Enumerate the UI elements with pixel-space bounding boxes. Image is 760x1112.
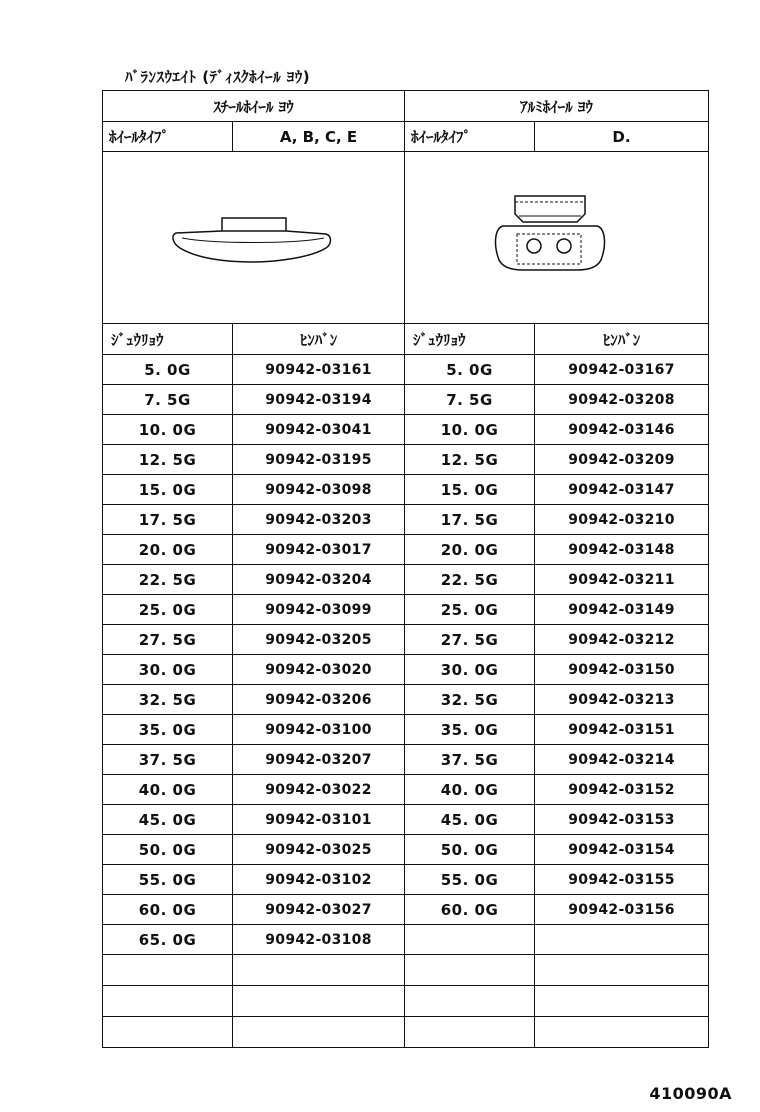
alum-part-number-cell: 90942-03211 — [535, 565, 709, 595]
table-row — [103, 535, 709, 565]
alum-weight-cell: 32. 5G — [405, 685, 535, 715]
alum-weight-cell: 40. 0G — [405, 775, 535, 805]
steel-part-number-cell: 90942-03101 — [233, 805, 405, 835]
steel-weight-cell: 15. 0G — [103, 475, 233, 505]
steel-part-number-cell: 90942-03194 — [233, 385, 405, 415]
empty-row — [103, 955, 709, 986]
steel-part-number-cell: 90942-03022 — [233, 775, 405, 805]
alum-weight-cell: 12. 5G — [405, 445, 535, 475]
steel-wheel-type-value: A, B, C, E — [233, 122, 405, 152]
steel-part-number-cell: 90942-03100 — [233, 715, 405, 745]
steel-weight-cell: 7. 5G — [103, 385, 233, 415]
alum-part-number-cell: 90942-03152 — [535, 775, 709, 805]
steel-weight-illustration-cell — [103, 152, 405, 324]
steel-weight-column-header: ｼﾞｭｳﾘｮｳ — [103, 324, 233, 355]
alum-weight-cell: 30. 0G — [405, 655, 535, 685]
steel-weight-cell: 55. 0G — [103, 865, 233, 895]
alum-wheel-type-value: D. — [535, 122, 709, 152]
steel-part-number-cell: 90942-03020 — [233, 655, 405, 685]
steel-part-column-header: ﾋﾝﾊﾞﾝ — [233, 324, 405, 355]
alum-weight-cell: 5. 0G — [405, 355, 535, 385]
steel-part-number-cell: 90942-03099 — [233, 595, 405, 625]
alum-part-number-cell: 90942-03155 — [535, 865, 709, 895]
alum-part-number-cell: 90942-03208 — [535, 385, 709, 415]
alum-part-number-cell: 90942-03149 — [535, 595, 709, 625]
alum-weight-cell: 10. 0G — [405, 415, 535, 445]
steel-part-number-cell: 90942-03195 — [233, 445, 405, 475]
steel-part-number-cell: 90942-03102 — [233, 865, 405, 895]
steel-part-number-cell: 90942-03025 — [233, 835, 405, 865]
alum-part-number-cell: 90942-03156 — [535, 895, 709, 925]
alum-weight-cell: 60. 0G — [405, 895, 535, 925]
alum-wheel-type-label: ﾎｲｰﾙﾀｲﾌﾟ — [405, 122, 535, 152]
steel-weight-cell: 5. 0G — [103, 355, 233, 385]
steel-part-number-cell: 90942-03027 — [233, 895, 405, 925]
steel-part-number-cell: 90942-03206 — [233, 685, 405, 715]
alum-part-number-cell: 90942-03153 — [535, 805, 709, 835]
table-row — [103, 745, 709, 775]
steel-weight-cell: 27. 5G — [103, 625, 233, 655]
alum-part-number-cell: 90942-03154 — [535, 835, 709, 865]
table-row — [103, 445, 709, 475]
alum-part-number-cell: 90942-03148 — [535, 535, 709, 565]
page-title: ﾊﾞﾗﾝｽｳｴｲﾄ (ﾃﾞｨｽｸﾎｲｰﾙ ﾖｳ) — [125, 68, 311, 86]
steel-weight-cell: 30. 0G — [103, 655, 233, 685]
steel-part-number-cell: 90942-03207 — [233, 745, 405, 775]
alum-part-number-cell: 90942-03212 — [535, 625, 709, 655]
alum-weight-cell: 35. 0G — [405, 715, 535, 745]
steel-weight-cell: 20. 0G — [103, 535, 233, 565]
illustration-row — [103, 152, 709, 324]
table-row — [103, 715, 709, 745]
steel-weight-cell: 65. 0G — [103, 925, 233, 955]
steel-clip-weight-drawing — [154, 198, 354, 278]
alum-part-number-cell — [535, 925, 709, 955]
alum-weight-cell: 25. 0G — [405, 595, 535, 625]
alum-part-number-cell: 90942-03151 — [535, 715, 709, 745]
alum-weight-column-header: ｼﾞｭｳﾘｮｳ — [405, 324, 535, 355]
alum-part-number-cell: 90942-03213 — [535, 685, 709, 715]
alum-wheel-header: ｱﾙﾐﾎｲｰﾙ ﾖｳ — [405, 91, 709, 122]
table-row — [103, 895, 709, 925]
alum-weight-cell: 27. 5G — [405, 625, 535, 655]
table-row — [103, 595, 709, 625]
alum-part-number-cell: 90942-03147 — [535, 475, 709, 505]
table-row — [103, 355, 709, 385]
wheel-group-header-row — [103, 91, 709, 122]
table-row — [103, 475, 709, 505]
steel-part-number-cell: 90942-03204 — [233, 565, 405, 595]
steel-part-number-cell: 90942-03108 — [233, 925, 405, 955]
alum-part-number-cell: 90942-03210 — [535, 505, 709, 535]
alum-part-column-header: ﾋﾝﾊﾞﾝ — [535, 324, 709, 355]
table-row — [103, 865, 709, 895]
empty-row — [103, 1017, 709, 1048]
table-row — [103, 415, 709, 445]
table-row — [103, 805, 709, 835]
alum-weight-cell: 45. 0G — [405, 805, 535, 835]
alum-weight-illustration-cell — [405, 152, 709, 324]
alum-clip-weight-drawing — [487, 188, 627, 288]
table-row — [103, 565, 709, 595]
steel-weight-cell: 17. 5G — [103, 505, 233, 535]
alum-part-number-cell: 90942-03150 — [535, 655, 709, 685]
steel-weight-cell: 35. 0G — [103, 715, 233, 745]
wheel-type-row — [103, 122, 709, 152]
illustration-code: 410090A — [649, 1084, 732, 1103]
steel-part-number-cell: 90942-03205 — [233, 625, 405, 655]
table-row — [103, 385, 709, 415]
empty-row — [103, 986, 709, 1017]
alum-weight-cell — [405, 925, 535, 955]
alum-part-number-cell: 90942-03209 — [535, 445, 709, 475]
table-row — [103, 685, 709, 715]
table-row — [103, 835, 709, 865]
alum-weight-cell: 7. 5G — [405, 385, 535, 415]
alum-weight-cell: 55. 0G — [405, 865, 535, 895]
alum-weight-cell: 37. 5G — [405, 745, 535, 775]
table-row — [103, 775, 709, 805]
alum-weight-cell: 15. 0G — [405, 475, 535, 505]
steel-weight-cell: 50. 0G — [103, 835, 233, 865]
steel-part-number-cell: 90942-03098 — [233, 475, 405, 505]
steel-weight-cell: 40. 0G — [103, 775, 233, 805]
steel-part-number-cell: 90942-03041 — [233, 415, 405, 445]
table-row — [103, 505, 709, 535]
steel-weight-cell: 32. 5G — [103, 685, 233, 715]
steel-part-number-cell: 90942-03203 — [233, 505, 405, 535]
alum-weight-cell: 22. 5G — [405, 565, 535, 595]
steel-weight-cell: 22. 5G — [103, 565, 233, 595]
column-header-row — [103, 324, 709, 355]
steel-weight-cell: 45. 0G — [103, 805, 233, 835]
steel-weight-cell: 37. 5G — [103, 745, 233, 775]
alum-weight-cell: 20. 0G — [405, 535, 535, 565]
steel-part-number-cell: 90942-03161 — [233, 355, 405, 385]
balance-weight-table — [102, 90, 709, 1048]
steel-wheel-header: ｽﾁｰﾙﾎｲｰﾙ ﾖｳ — [103, 91, 405, 122]
table-row — [103, 625, 709, 655]
table-row — [103, 925, 709, 955]
steel-part-number-cell: 90942-03017 — [233, 535, 405, 565]
steel-weight-cell: 60. 0G — [103, 895, 233, 925]
steel-wheel-type-label: ﾎｲｰﾙﾀｲﾌﾟ — [103, 122, 233, 152]
alum-part-number-cell: 90942-03146 — [535, 415, 709, 445]
steel-weight-cell: 10. 0G — [103, 415, 233, 445]
alum-part-number-cell: 90942-03214 — [535, 745, 709, 775]
steel-weight-cell: 12. 5G — [103, 445, 233, 475]
alum-part-number-cell: 90942-03167 — [535, 355, 709, 385]
table-row — [103, 655, 709, 685]
alum-weight-cell: 50. 0G — [405, 835, 535, 865]
table-body — [103, 355, 709, 955]
alum-weight-cell: 17. 5G — [405, 505, 535, 535]
steel-weight-cell: 25. 0G — [103, 595, 233, 625]
